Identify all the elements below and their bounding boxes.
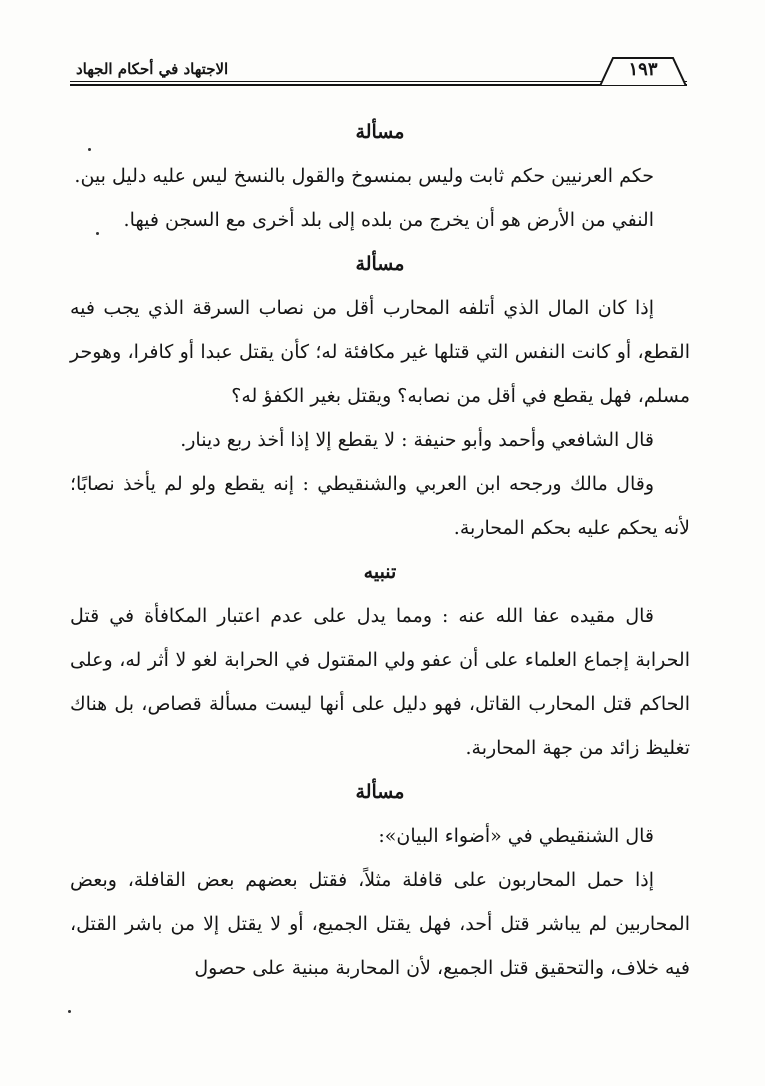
body-paragraph: حكم العرنيين حكم ثابت وليس بمنسوخ والقول بالنسخ ليس عليه دليل بين. <box>74 165 654 187</box>
page-number: ١٩٣ <box>628 59 658 80</box>
body-paragraph: إذا حمل المحاربون على قافلة مثلاً، فقتل بعضهم بعض القافلة، وبعض المحاربين لم يباشر قتل أحد، فهل يقتل الجميع، أو لا يقتل إلا من باشر القتل، فيه خلاف، والتحقيق قتل الجميع، لأن المحاربة مبنية على حصول <box>70 869 690 979</box>
section-heading: مسألة <box>355 121 405 143</box>
section-heading: مسألة <box>355 253 405 275</box>
scan-speck <box>88 148 91 151</box>
body-paragraph: قال الشنقيطي في «أضواء البيان»: <box>378 825 654 847</box>
section-heading: تنبيه <box>363 561 397 583</box>
scan-speck <box>68 1010 71 1013</box>
body-paragraph: وقال مالك ورجحه ابن العربي والشنقيطي : إنه يقطع ولو لم يأخذ نصابًا؛ لأنه يحكم عليه بحكم المحاربة. <box>70 473 690 539</box>
page-number-badge <box>599 56 687 86</box>
running-header <box>70 50 687 86</box>
header-rule <box>70 84 687 86</box>
section-heading: مسألة <box>355 781 405 803</box>
body-paragraph: قال الشافعي وأحمد وأبو حنيفة : لا يقطع إلا إذا أخذ ربع دينار. <box>180 429 654 451</box>
body-paragraph: قال مقيده عفا الله عنه : ومما يدل على عدم اعتبار المكافأة في قتل الحرابة إجماع العلماء على أن عفو ولي المقتول في الحرابة لغو لا أثر له، وعلى الحاكم قتل المحارب القاتل، فهو دليل على أنها ليست مسألة قصاص، بل هناك تغليظ زائد من جهة المحاربة. <box>70 605 690 759</box>
body-paragraph: النفي من الأرض هو أن يخرج من بلده إلى بلد أخرى مع السجن فيها. <box>123 209 654 231</box>
scan-speck <box>96 232 99 235</box>
book-title: الاجتهاد في أحكام الجهاد <box>76 60 229 78</box>
page-body <box>70 110 690 990</box>
body-paragraph: إذا كان المال الذي أتلفه المحارب أقل من نصاب السرقة الذي يجب فيه القطع، أو كانت النفس التي قتلها غير مكافئة له؛ كأن يقتل عبدا أو كافرا، وهوحر مسلم، فهل يقطع في أقل من نصابه؟ ويقتل بغير الكفؤ له؟ <box>70 297 690 407</box>
header-rule-thin <box>70 81 687 82</box>
